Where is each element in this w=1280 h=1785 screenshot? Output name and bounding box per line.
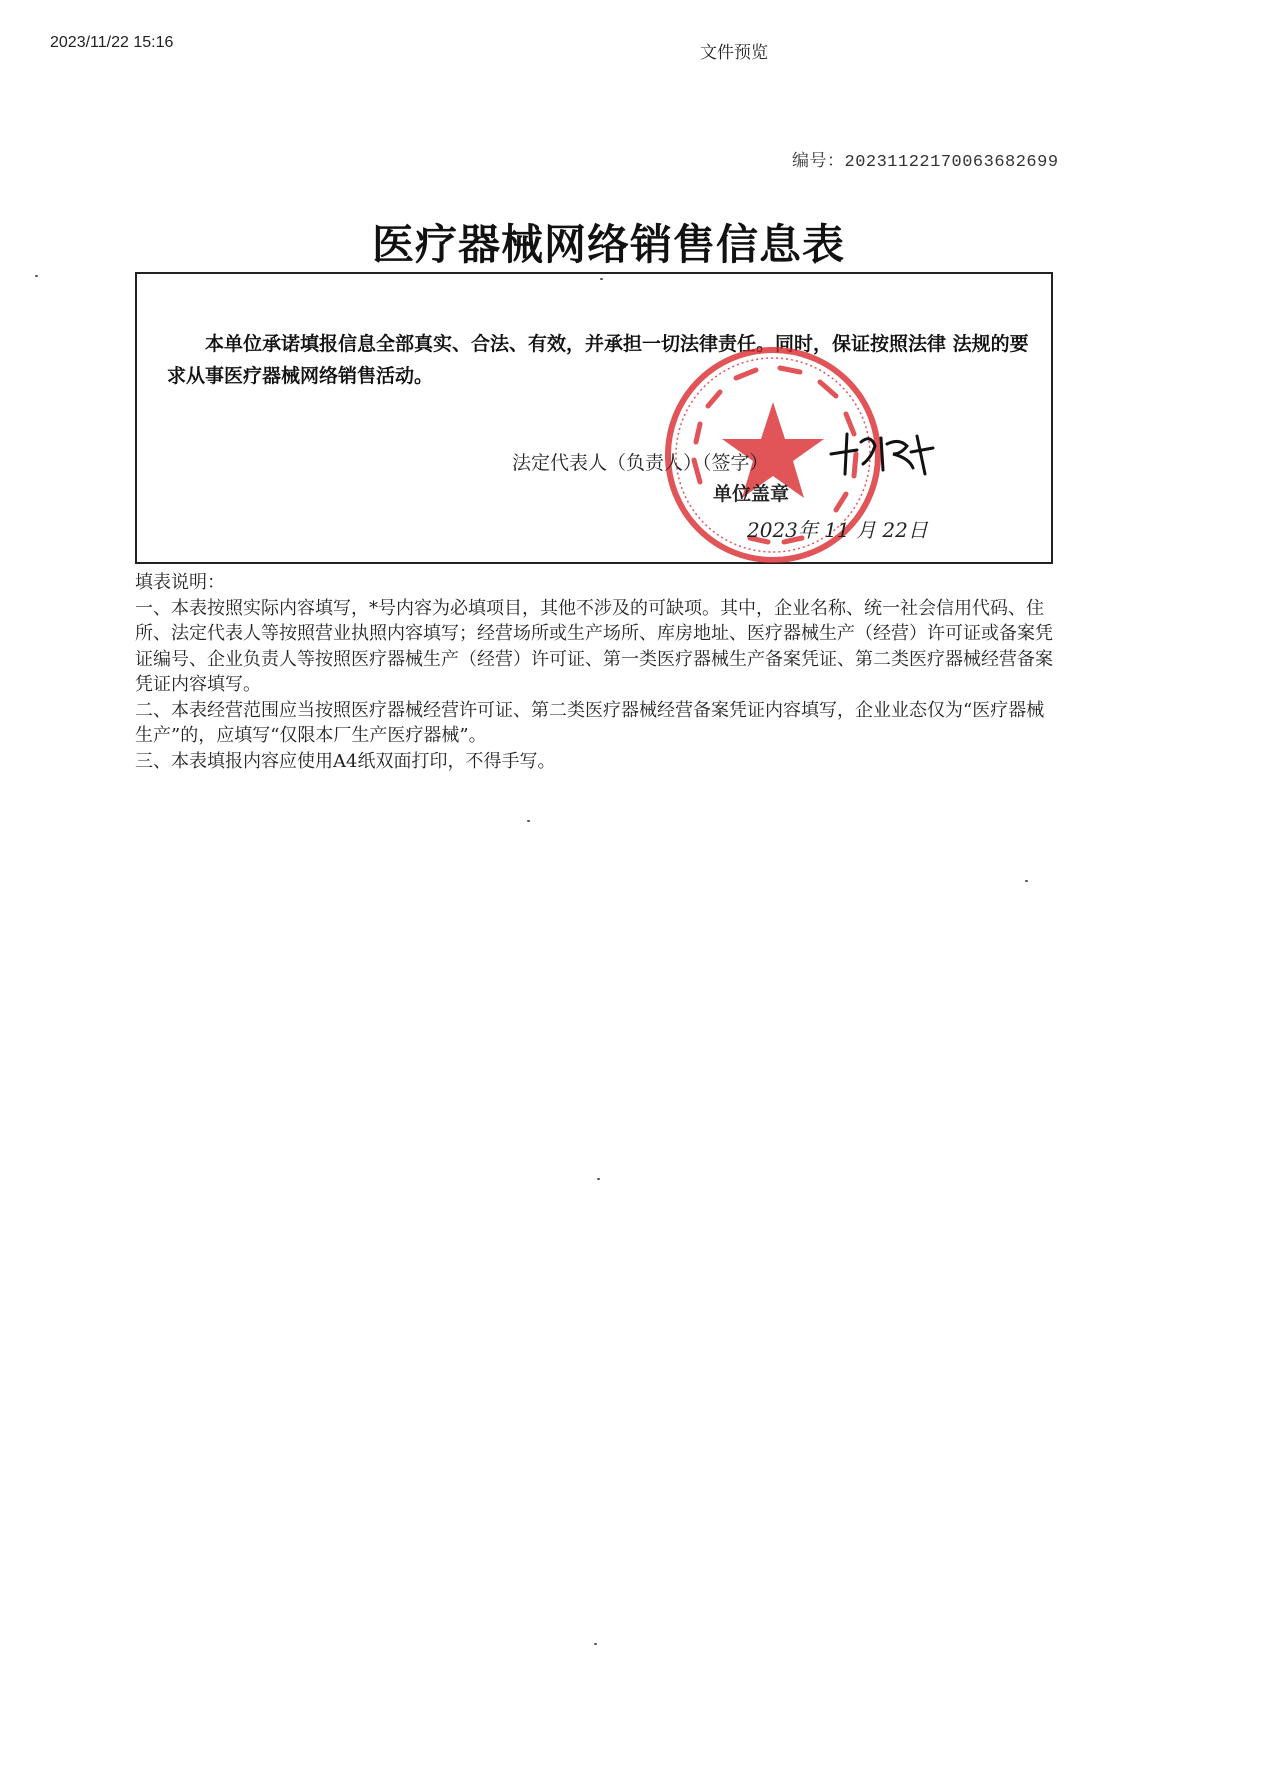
instruction-item: 一、本表按照实际内容填写，*号内容为必填项目，其他不涉及的可缺项。其中，企业名称、统一社会信用代码、住所、法定代表人等按照营业执照内容填写；经营场所或生产场所、库房地址、医疗器械生产（经营）许可证或备案凭证编号、企业负责人等按照医疗器械生产（经营）许可证、第一类医疗器械生产备案凭证、第二类医疗器械经营备案凭证内容填写。: [135, 597, 1053, 695]
scan-speck: [35, 275, 38, 277]
fill-instructions: [135, 570, 1055, 774]
instruction-item: 三、本表填报内容应使用A4纸双面打印，不得手写。: [135, 750, 556, 772]
document-number-value: 20231122170063682699: [844, 153, 1059, 172]
instructions-heading: 填表说明：: [135, 572, 225, 593]
signing-date: 2023年 11 月 22日: [747, 518, 928, 542]
scan-speck: [527, 820, 530, 822]
legal-representative-label: 法定代表人（负责人）（签字）: [512, 452, 769, 474]
scan-speck: [597, 1178, 600, 1180]
pledge-text: 本单位承诺填报信息全部真实、合法、有效，并承担一切法律责任。同时，保证按照法律 法规的要求从事医疗器械网络销售活动。: [167, 333, 1029, 387]
scan-speck: [594, 1643, 597, 1645]
scan-speck: [600, 278, 603, 280]
document-number: [792, 146, 1059, 172]
handwritten-signature-icon: [827, 424, 937, 484]
pledge-box: [135, 272, 1053, 564]
instruction-item: 二、本表经营范围应当按照医疗器械经营许可证、第二类医疗器械经营备案凭证内容填写，企业业态仅为“医疗器械生产”的，应填写“仅限本厂生产医疗器械”。: [135, 699, 1045, 746]
scan-speck: [1025, 880, 1028, 882]
print-header-title: 文件预览: [700, 43, 768, 63]
print-header-date: 2023/11/22 15:16: [50, 34, 174, 51]
document-number-label: 编号：: [792, 151, 845, 171]
document-title: 医疗器械网络销售信息表: [372, 220, 846, 269]
unit-seal-label: 单位盖章: [713, 483, 790, 505]
